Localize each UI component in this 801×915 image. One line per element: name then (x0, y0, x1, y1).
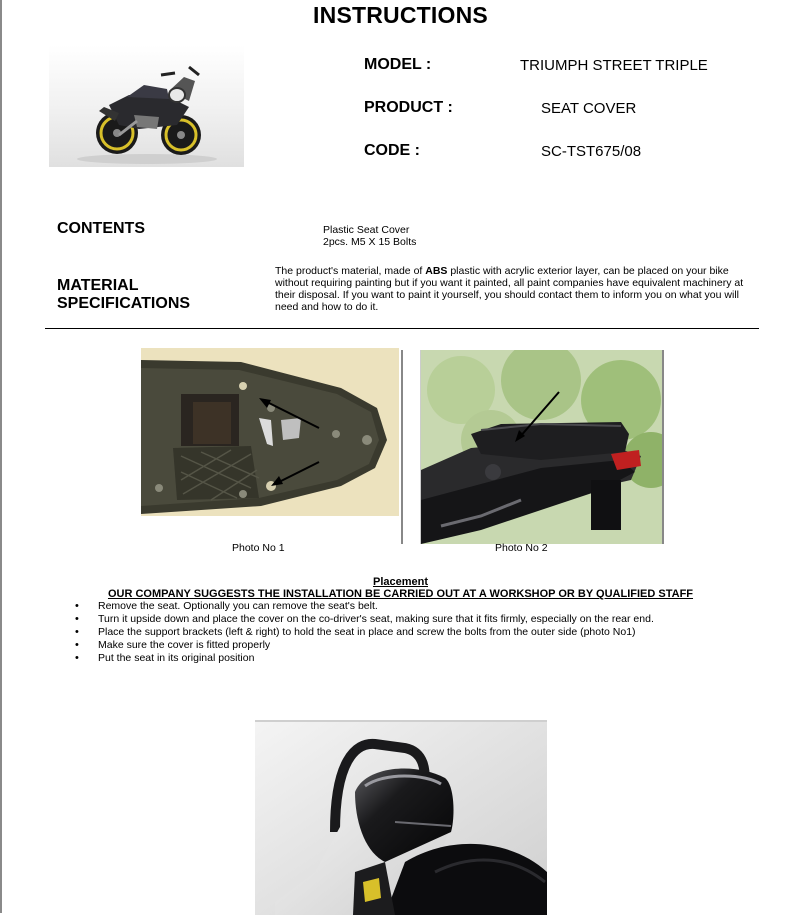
model-value: TRIUMPH STREET TRIPLE (520, 57, 708, 74)
placement-steps (75, 600, 775, 665)
list-item: • Put the seat in its original position (75, 652, 775, 665)
contents-line-1: Plastic Seat Cover (323, 224, 410, 236)
placement-heading: Placement (372, 576, 429, 588)
photo-2-caption: Photo No 2 (495, 542, 548, 554)
motorcycle-icon (49, 45, 244, 167)
model-label: MODEL : (364, 56, 432, 73)
list-item: • Remove the seat. Optionally you can remove the seat's belt. (75, 600, 775, 613)
page-left-border (0, 0, 2, 913)
photo-1 (141, 348, 399, 516)
seat-installed-photo-icon (421, 350, 662, 544)
contents-label: CONTENTS (57, 220, 145, 237)
section-divider (45, 328, 759, 329)
list-item: • Make sure the cover is fitted properly (75, 639, 775, 652)
contents-line-2: 2pcs. M5 X 15 Bolts (323, 236, 417, 248)
photo-2 (420, 350, 664, 544)
material-description: The product's material, made of ABS plastic with acrylic exterior layer, can be placed on your bike without requiring painting but if you want it painted, all paint companies have equivalent machinery at their disposal. If you want to paint it yourself, you should contact them to inform you on what you will need and how to do it. (275, 265, 744, 313)
material-label-line-1: MATERIAL (57, 277, 139, 294)
material-label-line-2: SPECIFICATIONS (57, 295, 191, 312)
seat-cover-photo (255, 720, 547, 915)
document-title: INSTRUCTIONS (313, 2, 488, 28)
seat-underside-photo-icon (141, 348, 399, 516)
list-item: • Turn it upside down and place the cover on the co-driver's seat, making sure that it fits firmly, especially on the rear end. (75, 613, 775, 626)
seat-cover-closeup-icon (255, 722, 547, 915)
list-item: • Place the support brackets (left & right) to hold the seat in place and screw the bolts from the outer side (photo No1) (75, 626, 775, 639)
code-label: CODE : (364, 142, 420, 159)
product-label: PRODUCT : (364, 99, 453, 116)
photo-divider (401, 350, 403, 544)
photo-1-caption: Photo No 1 (232, 542, 285, 554)
installation-warning: OUR COMPANY SUGGESTS THE INSTALLATION BE CARRIED OUT AT A WORKSHOP OR BY QUALIFIED STAFF (107, 588, 694, 600)
code-value: SC-TST675/08 (541, 143, 642, 160)
product-value: SEAT COVER (541, 100, 637, 117)
motorcycle-photo (49, 45, 244, 167)
